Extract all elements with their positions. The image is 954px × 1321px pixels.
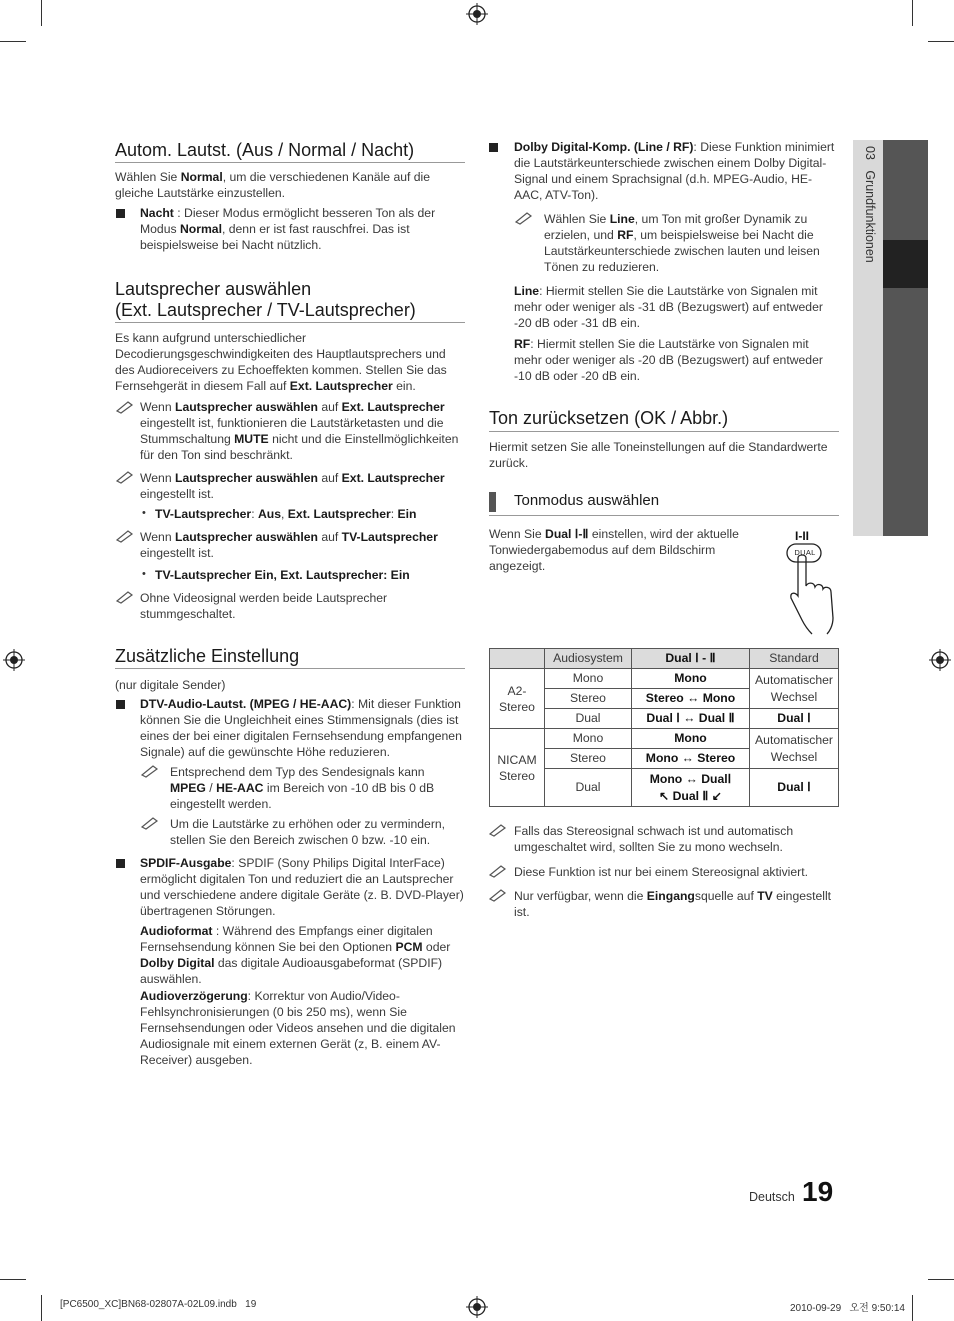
heading-rule	[115, 162, 465, 163]
registration-mark-icon	[3, 649, 25, 671]
table-cell: Dual	[545, 709, 632, 729]
heading-lautsprecher: Lautsprecher auswählen (Ext. Lautsprecher / TV-Lautsprecher)	[115, 279, 416, 320]
note-pencil-icon	[116, 529, 136, 543]
note-text: Nur verfügbar, wenn die Eingangsquelle auf TV eingestellt ist.	[514, 889, 832, 919]
chapter-title: Grundfunktionen	[863, 170, 877, 263]
bullet-text: TV-Lautsprecher: Aus, Ext. Lautsprecher: Ein	[155, 507, 417, 521]
crop-mark	[912, 1295, 913, 1321]
dual-button-label: DUAL	[794, 548, 816, 557]
table-cell: Dual Ⅰ ↔ Dual Ⅱ	[632, 709, 750, 729]
bullet-square-icon	[116, 859, 125, 868]
note-pencil-icon	[489, 888, 509, 902]
crop-mark	[41, 1295, 42, 1321]
paragraph: Line: Hiermit stellen Sie die Lautstärke von Signalen mit mehr oder weniger als -31 dB (Bezugswert) auf entweder -20 dB oder -31 dB ein.	[514, 284, 823, 330]
note-pencil-icon	[116, 470, 136, 484]
table-row	[490, 669, 839, 689]
subheading-tonmodus: Tonmodus auswählen	[514, 492, 660, 509]
paragraph: Audioverzögerung: Korrektur von Audio/Video-Fehlsynchronisierungen (0 bis 250 ms), wenn Sie Fernsehsendungen oder Videos ansehen und die digitalen Audiosignale mit einem externen Gerät (z, B. einem AV-Receiver) ausgeben.	[140, 989, 456, 1067]
note-text: Wenn Lautsprecher auswählen auf TV-Lautsprecher eingestellt ist.	[140, 530, 438, 560]
bullet-dot-icon: •	[142, 568, 146, 580]
heading-autom-lautst: Autom. Lautst. (Aus / Normal / Nacht)	[115, 140, 415, 160]
paragraph: Wenn Sie Dual Ⅰ-Ⅱ einstellen, wird der aktuelle Tonwiedergabemodus auf dem Bildschirm angezeigt.	[489, 527, 739, 573]
bullet-text: TV-Lautsprecher Ein, Ext. Lautsprecher: Ein	[155, 568, 410, 582]
chapter-number: 03	[863, 146, 877, 160]
registration-mark-icon	[929, 649, 951, 671]
sidebar-chapter-label	[857, 146, 877, 346]
note-text: Wenn Lautsprecher auswählen auf Ext. Lautsprecher eingestellt ist.	[140, 471, 445, 501]
table-cell: Stereo	[545, 689, 632, 709]
table-row	[490, 729, 839, 749]
table-cell-a2: A2-Stereo	[490, 669, 545, 729]
registration-mark-icon	[466, 1296, 488, 1318]
table-cell: Stereo	[545, 749, 632, 769]
note-text: Wählen Sie Line, um Ton mit großer Dynamik zu erzielen, und RF, um beispielsweise bei Nacht die Lautstärkeunterschiede zwischen lauten und leisen Tönen zu reduzieren.	[544, 212, 820, 274]
table-cell: Mono	[632, 669, 750, 689]
note-pencil-icon	[116, 590, 136, 604]
table-header-row	[490, 649, 839, 669]
paragraph: SPDIF-Ausgabe: SPDIF (Sony Philips Digital InterFace) ermöglicht digitalen Ton und reduziert die an Lautsprecher und verschiedene andere digitale Geräte (z. B. DVD-Player) übertragenen Störungen.	[140, 856, 464, 918]
crop-mark	[928, 1279, 954, 1280]
sound-mode-table	[489, 648, 839, 807]
note-pencil-icon	[515, 211, 535, 225]
footer-file-info: [PC6500_XC]BN68-02807A-02L09.indb 19	[60, 1299, 257, 1310]
table-cell: Dual Ⅰ	[750, 769, 839, 807]
note-text: Falls das Stereosignal schwach ist und automatisch umgeschaltet wird, sollten Sie zu mono wechseln.	[514, 824, 794, 854]
table-header-cell	[490, 649, 545, 669]
crop-mark	[912, 0, 913, 26]
note-text: Diese Funktion ist nur bei einem Stereosignal aktiviert.	[514, 865, 808, 879]
table-cell: Dual	[545, 769, 632, 807]
table-cell-standard: Automatischer Wechsel	[750, 729, 839, 769]
note-pencil-icon	[141, 764, 161, 778]
table-cell-standard: Automatischer Wechsel	[750, 669, 839, 709]
heading-rule	[115, 322, 465, 323]
note-text: Entsprechend dem Typ des Sendesignals kann MPEG / HE-AAC im Bereich von -10 dB bis 0 dB eingestellt werden.	[170, 765, 435, 811]
dual-button-top-label: I-II	[795, 529, 809, 543]
paragraph: Wählen Sie Normal, um die verschiedenen Kanäle auf die gleiche Lautstärke einzustellen.	[115, 170, 431, 200]
heading-zusaetzliche: Zusätzliche Einstellung	[115, 646, 300, 666]
page-number: 19	[802, 1176, 834, 1207]
table-header-cell: Dual Ⅰ - Ⅱ	[632, 649, 750, 669]
table-cell: Mono ↔ DualⅠ ↖ Dual Ⅱ ↙	[632, 769, 750, 807]
heading-rule	[489, 431, 839, 432]
table-cell: Mono	[632, 729, 750, 749]
crop-mark	[928, 41, 954, 42]
subheading-rule	[489, 515, 839, 516]
subheading-bar	[489, 492, 496, 512]
table-cell: Mono	[545, 669, 632, 689]
bullet-dot-icon: •	[142, 507, 146, 519]
paragraph: DTV-Audio-Lautst. (MPEG / HE-AAC): Mit dieser Funktion können Sie die Ungleichheit eines Stimmensignals (dies ist eines der bei einer digitalen Fernsehsendung empfangenen Signale) auf die gewünschte Höhe reduzieren.	[140, 697, 462, 759]
crop-mark	[0, 41, 26, 42]
bullet-square-icon	[489, 143, 498, 152]
paragraph: Audioformat : Während des Empfangs einer digitalen Fernsehsendung können Sie bei den Optionen PCM oder Dolby Digital das digitale Audioausgabeformat (SPDIF) auswählen.	[140, 924, 451, 986]
table-header-cell: Audiosystem	[545, 649, 632, 669]
table-cell: Mono ↔ Stereo	[632, 749, 750, 769]
note-pencil-icon	[141, 816, 161, 830]
sidebar-tab-marker	[883, 240, 928, 288]
note-text: Wenn Lautsprecher auswählen auf Ext. Lautsprecher eingestellt ist, funktionieren die Lautstärketasten und die Stummschaltung MUTE nicht und die Einstellmöglichkeiten für den Ton sind beschränkt.	[140, 400, 459, 462]
table-cell: Dual Ⅰ	[750, 709, 839, 729]
table-cell-nicam: NICAM Stereo	[490, 729, 545, 807]
crop-mark	[0, 1279, 26, 1280]
registration-mark-icon	[466, 3, 488, 25]
note-pencil-icon	[489, 864, 509, 878]
paragraph: Dolby Digital-Komp. (Line / RF): Diese Funktion minimiert die Lautstärkeunterschiede zwischen einem Dolby Digital-Signal und einem Sprachsignal (d.h. MPEG-Audio, HE-AAC, ATV-Ton).	[514, 140, 835, 202]
footer-timestamp: 2010-09-29 오전 9:50:14	[790, 1303, 905, 1314]
paragraph: Nacht : Dieser Modus ermöglicht besseren Ton als der Modus Normal, denn er ist fast rauschfrei. Das ist beispielsweise bei Nacht nützlich.	[140, 206, 436, 252]
heading-ton-zuruecksetzen: Ton zurücksetzen (OK / Abbr.)	[489, 408, 729, 428]
table-cell: Stereo ↔ Mono	[632, 689, 750, 709]
crop-mark	[41, 0, 42, 26]
note-text: Um die Lautstärke zu erhöhen oder zu vermindern, stellen Sie den Bereich zwischen 0 bzw. -10 ein.	[170, 817, 446, 847]
note-pencil-icon	[489, 823, 509, 837]
subtitle: (nur digitale Sender)	[115, 678, 226, 692]
heading-rule	[115, 668, 465, 669]
table-cell: Mono	[545, 729, 632, 749]
paragraph: Hiermit setzen Sie alle Toneinstellungen auf die Standardwerte zurück.	[489, 440, 828, 470]
paragraph: RF: Hiermit stellen Sie die Lautstärke von Signalen mit mehr oder weniger als -20 dB (Bezugswert) auf entweder -10 dB oder -20 dB ein.	[514, 337, 823, 383]
paragraph: Es kann aufgrund unterschiedlicher Decodierungsgeschwindigkeiten des Hauptlautsprechers und des Audioreceivers zu Echoeffekten kommen. Stellen Sie das Fernsehgerät in diesem Fall auf Ext. Lautsprecher ein.	[115, 331, 447, 393]
sidebar-tab-dark	[883, 140, 928, 536]
table-header-cell: Standard	[750, 649, 839, 669]
bullet-square-icon	[116, 209, 125, 218]
bullet-square-icon	[116, 700, 125, 709]
note-pencil-icon	[116, 400, 136, 414]
footer-language: Deutsch	[749, 1190, 795, 1204]
note-text: Ohne Videosignal werden beide Lautsprecher stummgeschaltet.	[140, 591, 388, 621]
